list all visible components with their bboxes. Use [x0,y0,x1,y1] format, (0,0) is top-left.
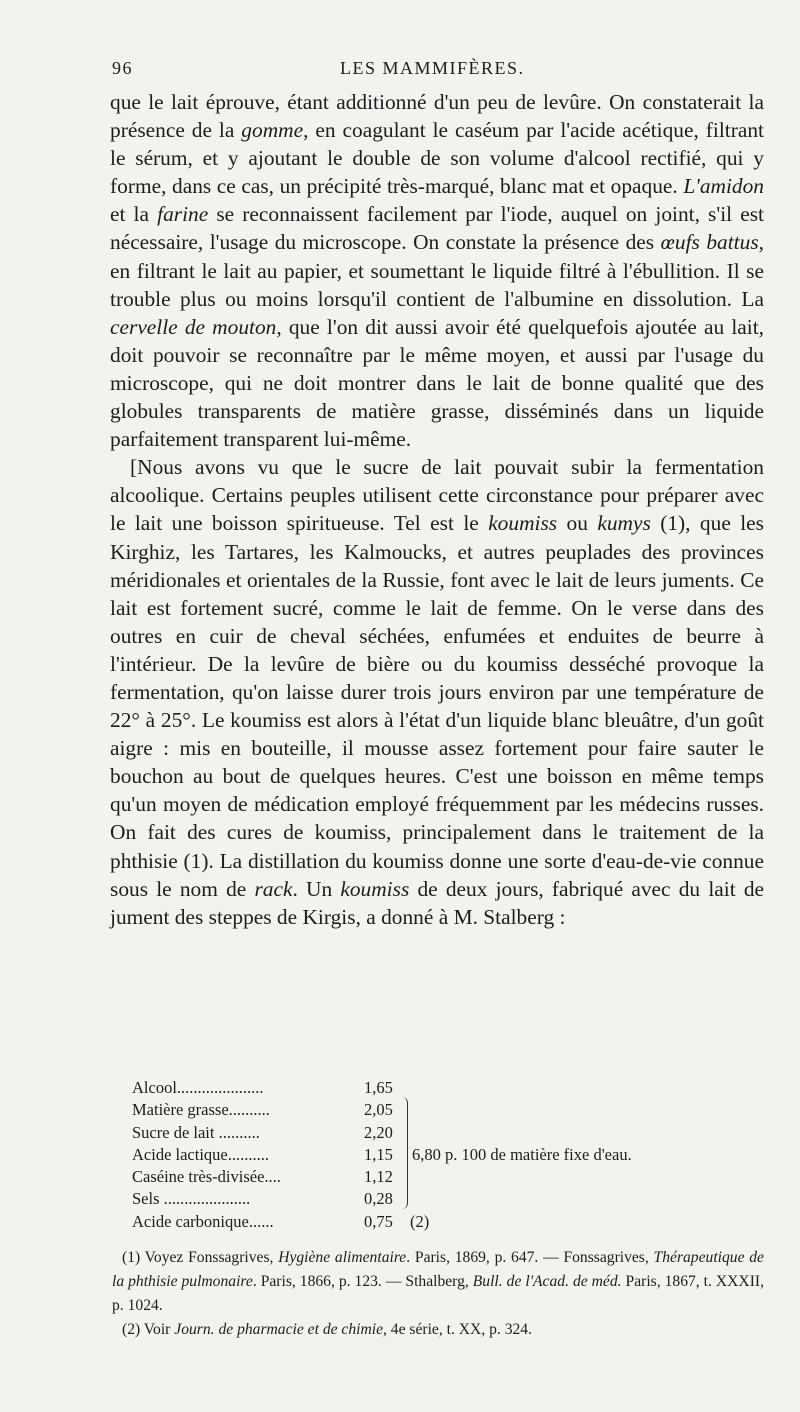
row-label: Sucre de lait .......... [132,1122,260,1142]
text-run: se reconnaissent facilement par l'iode, auquel on joint, s'il est nécessaire, l'usage du microscope. On constate la présence des [110,202,765,255]
table-row [132,1188,752,1210]
table-row [132,1099,752,1121]
row-label: Alcool..................... [132,1078,264,1097]
row-label: Acide carbonique...... [132,1211,274,1231]
row-label: Matière grasse.......... [132,1100,270,1120]
italic-title: Bull. de l'Acad. de méd. [472,1273,622,1290]
text-run: , en filtrant le lait au papier, et soumettant le liquide filtré à l'ébullition. Il se trouble plus ou moins lorsqu'il contient de l'albumine en dissolution. La [110,230,765,311]
table-row [132,1211,752,1233]
text-run: . Un [292,876,341,901]
italic-title: Hygiène alimentaire [278,1249,407,1266]
page-number: 96 [112,58,133,78]
row-label: Acide lactique.......... [132,1144,269,1164]
text-run: Paris, 1867, t. XXXII, p. 1024. [112,1273,764,1314]
row-value: 0,75 [364,1211,393,1231]
italic-term: L'amidon [683,174,764,199]
text-run: (1), que les Kirghiz, les Tartares, les Kalmoucks, et autres peuplades des provinces méridionales et orientales de la Russie, font avec le lait de leurs juments. Ce lait est fortement sucré, comme le lait de femme. On le verse dans des outres en cuir de cheval séchées, enfumées et enduites de beurre à l'intérieur. De la levûre de bière ou du koumiss desséché provoque la fermentation, qu'on laisse durer trois jours environ par une température de 22° à 25°. Le koumiss est alors à l'état d'un liquide blanc bleuâtre, d'un goût aigre : mis en bouteille, il mousse assez fortement pour faire sauter le bouchon au bout de quelques heures. C'est une boisson en même temps qu'un moyen de médication employé fréquemment par les médecins russes. On fait des cures de koumiss, principalement dans le traitement de la phthisie (1). La distillation du koumiss donne une sorte d'eau-de-vie connue sous le nom de [110,511,764,901]
text-run: . Paris, 1866, p. 123. — Sthalberg, [252,1273,473,1290]
page-header [112,58,742,84]
footnote-1 [112,1246,764,1318]
italic-term: farine [157,202,209,227]
row-value: 0,28 [364,1189,393,1209]
composition-table [132,1077,752,1233]
row-value: 2,20 [364,1122,393,1142]
text-run: . Paris, 1869, p. 647. — Fonssagrives, [406,1249,654,1266]
footnotes [112,1246,764,1342]
row-value: 1,12 [364,1167,393,1187]
table-row [132,1122,752,1144]
table-row [132,1166,752,1188]
text-run: , que l'on dit aussi avoir été quelquefois ajoutée au lait, doit pouvoir se reconnaître par le même moyen, et aussi par l'usage du microscope, qui ne doit montrer dans le lait de bonne qualité que des globules transparents de matière grasse, disséminés dans un liquide parfaitement transparent lui-même. [110,314,764,452]
italic-term: gomme [241,118,304,143]
main-text [110,88,764,931]
footnote-2 [112,1318,764,1342]
italic-term: cervelle de mouton [110,314,277,339]
text-run: [Nous avons vu que le sucre de lait pouvait subir la fermentation alcoolique. Certains peuples utilisent cette circonstance pour préparer avec le lait une boisson spiritueuse. Tel est le [110,455,764,536]
running-title: LES MAMMIFÈRES. [340,58,525,78]
paragraph-1 [110,88,764,453]
italic-term: koumiss [488,511,558,536]
italic-term: œufs battus [660,230,759,255]
brace-note: 6,80 p. 100 de matière fixe d'eau. [412,1145,632,1164]
row-label: Caséine très-divisée.... [132,1167,281,1187]
text-run: , en coagulant le caséum par l'acide acétique, filtrant le sérum, et y ajoutant le double de son volume d'alcool rectifié, qui y forme, dans ce cas, un précipité très-marqué, blanc mat et opaque. [110,118,764,199]
text-run: et la [110,202,158,227]
row-label: Sels ..................... [132,1189,251,1209]
row-suffix: (2) [410,1211,430,1231]
text-run: ou [557,511,598,536]
text-run: (1) Voyez Fonssagrives, [122,1249,279,1266]
italic-term: rack [254,876,293,901]
text-run: , 4e série, t. XX, p. 324. [383,1321,532,1338]
italic-title: Thérapeutique de la phthisie pulmonaire [112,1249,764,1290]
table-row [132,1077,752,1099]
row-value: 1,65 [364,1078,393,1097]
italic-title: Journ. de pharmacie et de chimie [174,1321,383,1338]
row-value: 2,05 [364,1100,393,1120]
paragraph-2 [110,453,764,931]
italic-term: kumys [597,511,651,536]
text-run: que le lait éprouve, étant additionné d'un peu de levûre. On constaterait la présence de la [110,90,764,143]
italic-term: koumiss [340,876,410,901]
text-run: de deux jours, fabriqué avec du lait de jument des steppes de Kirgis, a donné à M. Stalberg : [110,876,765,929]
text-run: (2) Voir [122,1321,175,1338]
curly-brace [402,1097,408,1209]
row-value: 1,15 [364,1144,393,1164]
